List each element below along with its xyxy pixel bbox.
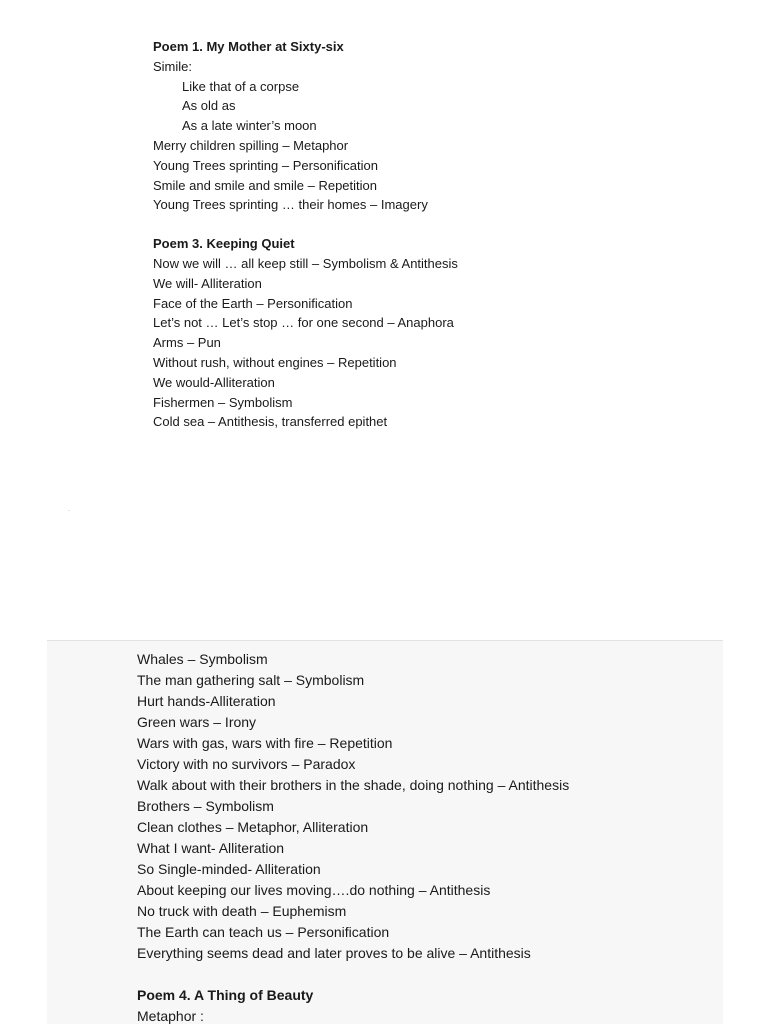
- poem-4-title: Poem 4. A Thing of Beauty: [137, 987, 314, 1003]
- device-line: Merry children spilling – Metaphor: [153, 137, 349, 153]
- device-line: Cold sea – Antithesis, transferred epithet: [153, 414, 388, 430]
- simile-item: Like that of a corpse: [182, 78, 300, 94]
- device-line: No truck with death – Euphemism: [137, 903, 347, 919]
- device-line: Arms – Pun: [153, 335, 221, 351]
- page-speck: [68, 510, 70, 511]
- device-line: Young Trees sprinting … their homes – Imagery: [153, 197, 428, 213]
- device-line: Hurt hands-Alliteration: [137, 693, 276, 709]
- poem-3-title: Poem 3. Keeping Quiet: [153, 236, 295, 252]
- device-line: Walk about with their brothers in the shade, doing nothing – Antithesis: [137, 777, 570, 793]
- device-line: Fishermen – Symbolism: [153, 394, 293, 410]
- simile-label: Simile:: [153, 58, 193, 74]
- device-line: Everything seems dead and later proves to be alive – Antithesis: [137, 945, 531, 961]
- device-line: About keeping our lives moving….do nothing – Antithesis: [137, 882, 491, 898]
- device-line: The man gathering salt – Symbolism: [137, 672, 365, 688]
- device-line: Young Trees sprinting – Personification: [153, 157, 378, 173]
- device-line: Clean clothes – Metaphor, Alliteration: [137, 819, 369, 835]
- device-line: We would-Alliteration: [153, 374, 275, 390]
- poem-1-title: Poem 1. My Mother at Sixty-six: [153, 39, 344, 54]
- device-line: Face of the Earth – Personification: [153, 295, 353, 311]
- device-line: Wars with gas, wars with fire – Repetition: [137, 735, 393, 751]
- device-line: Brothers – Symbolism: [137, 798, 274, 814]
- device-line: The Earth can teach us – Personification: [137, 924, 390, 940]
- device-line: What I want- Alliteration: [137, 840, 285, 856]
- simile-item: As a late winter’s moon: [182, 118, 317, 134]
- device-line: Green wars – Irony: [137, 714, 257, 730]
- simile-item: As old as: [182, 98, 236, 114]
- device-line: Smile and smile and smile – Repetition: [153, 177, 377, 193]
- device-line: We will- Alliteration: [153, 275, 262, 291]
- device-line: Now we will … all keep still – Symbolism & Antithesis: [153, 255, 458, 271]
- page-2-content: [137, 649, 717, 1027]
- document-page-1: [153, 37, 713, 432]
- device-line: Let’s not … Let’s stop … for one second – Anaphora: [153, 315, 454, 331]
- device-line: Whales – Symbolism: [137, 651, 268, 667]
- paragraph-gap: [153, 215, 713, 234]
- device-line: Without rush, without engines – Repetition: [153, 354, 397, 370]
- device-line: So Single-minded- Alliteration: [137, 861, 321, 877]
- document-page-2: [47, 641, 723, 1024]
- paragraph-gap: [137, 964, 717, 985]
- device-line: Metaphor :: [137, 1008, 204, 1024]
- device-line: Victory with no survivors – Paradox: [137, 756, 356, 772]
